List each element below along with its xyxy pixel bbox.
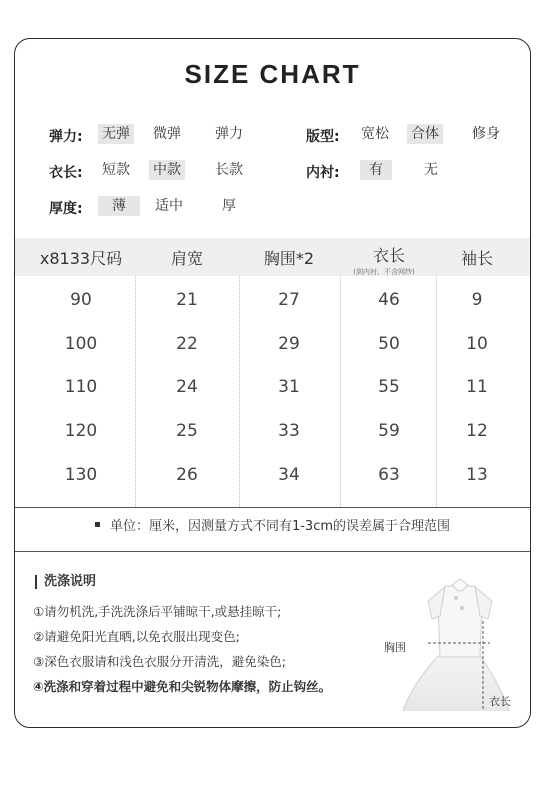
cell-length: 55 bbox=[378, 377, 400, 397]
attr-label-lining: 内衬: bbox=[306, 165, 340, 181]
opt-lining-yes: 有 bbox=[360, 160, 392, 180]
attr-row-2 bbox=[15, 160, 530, 182]
size-chart-card bbox=[14, 38, 531, 728]
cell-sleeve: 13 bbox=[466, 465, 488, 485]
cell-sleeve: 11 bbox=[466, 377, 488, 397]
cell-length: 46 bbox=[378, 290, 400, 310]
cell-sleeve: 9 bbox=[471, 290, 483, 310]
opt-length-medium: 中款 bbox=[149, 160, 185, 180]
cell-chest: 27 bbox=[278, 290, 300, 310]
opt-length-long: 长款 bbox=[215, 162, 243, 178]
cell-shoulder: 22 bbox=[176, 334, 198, 354]
header-shoulder: 肩宽 bbox=[170, 249, 204, 268]
cell-size: 100 bbox=[64, 334, 98, 354]
header-length-note: (到内衬，不含网纱) bbox=[353, 268, 415, 276]
cell-size: 90 bbox=[70, 290, 92, 310]
cell-size: 120 bbox=[64, 421, 98, 441]
table-row bbox=[15, 279, 530, 323]
opt-thickness-thin: 薄 bbox=[98, 196, 140, 216]
cell-chest: 29 bbox=[278, 334, 300, 354]
opt-elasticity-stretch: 弹力 bbox=[215, 126, 243, 142]
unit-note-text: 单位：厘米，因测量方式不同有1-3cm的误差属于合理范围 bbox=[109, 519, 451, 534]
table-row bbox=[15, 323, 530, 367]
attr-label-fit: 版型: bbox=[306, 129, 340, 145]
header-sleeve: 袖长 bbox=[460, 249, 494, 268]
page-title: SIZE CHART bbox=[184, 59, 361, 89]
cell-length: 63 bbox=[378, 465, 400, 485]
care-item: ②请避免阳光直晒,以免衣服出现变色; bbox=[33, 629, 240, 644]
chest-label: 胸围 bbox=[384, 641, 406, 654]
opt-fit-loose: 宽松 bbox=[361, 126, 389, 142]
table-row bbox=[15, 366, 530, 410]
cell-length: 50 bbox=[378, 334, 400, 354]
attr-label-length: 衣长: bbox=[49, 165, 83, 181]
dress-illustration bbox=[390, 451, 530, 711]
care-title: 洗涤说明 bbox=[35, 575, 96, 589]
table-row bbox=[15, 410, 530, 454]
opt-length-short: 短款 bbox=[102, 162, 130, 178]
cell-chest: 33 bbox=[278, 421, 300, 441]
header-length: 衣长 bbox=[372, 246, 406, 265]
attr-row-1 bbox=[15, 124, 530, 146]
header-chest: 胸围*2 bbox=[263, 249, 315, 268]
care-item: ④洗涤和穿着过程中避免和尖锐物体摩擦，防止钩丝。 bbox=[33, 679, 332, 694]
opt-lining-no: 无 bbox=[424, 162, 438, 178]
cell-chest: 34 bbox=[278, 465, 300, 485]
opt-elasticity-none: 无弹 bbox=[98, 124, 134, 144]
cell-sleeve: 10 bbox=[466, 334, 488, 354]
care-item: ③深色衣服请和浅色衣服分开清洗，避免染色; bbox=[33, 654, 286, 669]
opt-fit-slim: 修身 bbox=[472, 126, 500, 142]
attr-label-elasticity: 弹力: bbox=[49, 129, 83, 145]
cell-length: 59 bbox=[378, 421, 400, 441]
cell-shoulder: 25 bbox=[176, 421, 198, 441]
cell-shoulder: 24 bbox=[176, 377, 198, 397]
measure-lines bbox=[390, 451, 530, 711]
cell-shoulder: 26 bbox=[176, 465, 198, 485]
opt-thickness-thick: 厚 bbox=[222, 198, 236, 214]
bullet-icon bbox=[95, 522, 100, 527]
length-label: 衣长 bbox=[489, 695, 511, 708]
cell-shoulder: 21 bbox=[176, 290, 198, 310]
cell-size: 110 bbox=[64, 377, 98, 397]
opt-fit-regular: 合体 bbox=[407, 124, 443, 144]
attr-label-thickness: 厚度: bbox=[49, 201, 83, 217]
cell-chest: 31 bbox=[278, 377, 300, 397]
cell-sleeve: 12 bbox=[466, 421, 488, 441]
care-item: ①请勿机洗,手洗洗涤后平铺晾干,或悬挂晾干; bbox=[33, 604, 282, 619]
attr-row-3 bbox=[15, 196, 530, 218]
opt-elasticity-slight: 微弹 bbox=[153, 126, 181, 142]
header-size: x8133尺码 bbox=[39, 249, 123, 268]
opt-thickness-medium: 适中 bbox=[155, 198, 183, 214]
size-table-header bbox=[15, 238, 530, 276]
cell-size: 130 bbox=[64, 465, 98, 485]
